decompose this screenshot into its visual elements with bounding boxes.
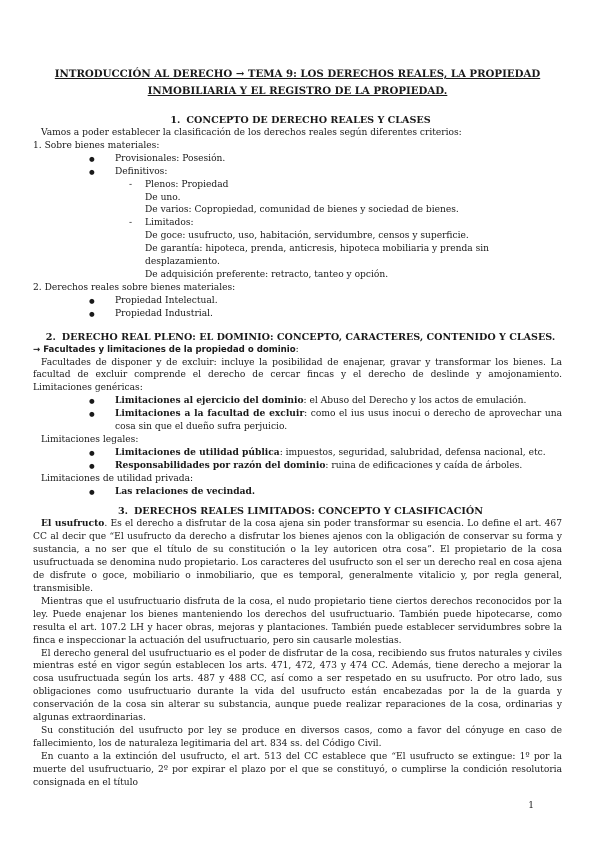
list-item: - Plenos: Propiedad <box>145 179 562 192</box>
paragraph: En cuanto a la extinción del usufructo, el art. 513 del CC establece que “El usufructo se extingue: 1º por la muerte del usufructuario, 2º por expirar el plazo por el que se constituyó, o cumplirse la condición resolutoria consignada en el título <box>33 751 562 788</box>
section-1-number: 1. <box>170 115 181 126</box>
section-3-heading <box>33 505 562 518</box>
list-item: ● Limitaciones al ejercicio del dominio: el Abuso del Derecho y los actos de emulación. <box>115 395 562 408</box>
paragraph: Limitaciones de utilidad privada: <box>41 473 194 484</box>
criterion-2-list <box>33 295 562 321</box>
page-number: 1 <box>528 801 534 811</box>
paragraph: Mientras que el usufructuario disfruta de la cosa, el nudo propietario tiene ciertos derechos reconocidos por la ley. Puede enajenar los bienes manteniendo los derechos del usufructuario. También puede hipotecarse, como resulta el art. 107.2 LH y hacer obras, mejoras y plantaciones. También puede establecer servidumbres sobre la finca e inspeccionar la actuación del usufructuario, pero sin causarle molestias. <box>33 596 562 646</box>
paragraph: El usufructo. Es el derecho a disfrutar de la cosa ajena sin poder transformar su esencia. Lo define el art. 467 CC al decir que “El usufructo da derecho a disfrutar los bienes ajenos con la obligación de conservar su forma y sustancia, a no ser que el título de su constitución o la ley autoricen otra cosa”. El propietario de la cosa usufructuada se denomina nudo propietario. Los caracteres del usufructo son el ser un derecho real en cosa ajena de disfrute o goce, mobiliario o inmobiliario, que es temporal, generalmente vitalicio y, por regla general, transmisible. <box>33 518 563 594</box>
paragraph: Facultades de disponer y de excluir: incluye la posibilidad de enajenar, gravar y transformar los bienes. La facultad de excluir comprende el derecho de cercar fincas y el derecho de deslinde y amojonamiento. Limitaciones genéricas: <box>33 357 562 394</box>
criterion-1-list <box>33 153 562 282</box>
list-item: ● Responsabilidades por razón del dominio: ruina de edificaciones y caída de árboles. <box>115 460 562 473</box>
section-2-number: 2. <box>45 331 56 343</box>
criterion-1: 1. Sobre bienes materiales: <box>33 140 160 151</box>
section-1-title: CONCEPTO DE DERECHO REALES Y CLASES <box>186 115 431 126</box>
section-2-heading <box>33 331 562 344</box>
list-item: ● Propiedad Intelectual. <box>115 295 562 308</box>
list-item: ● Provisionales: Posesión. <box>115 153 562 166</box>
section-3-title: DERECHOS REALES LIMITADOS: CONCEPTO Y CLASIFICACIÓN <box>133 506 483 518</box>
list-item: ● Las relaciones de vecindad. <box>115 486 562 499</box>
list-item: - Limitados: <box>145 217 562 230</box>
paragraph: Su constitución del usufructo por ley se produce en diversos casos, como a favor del cónyuge en caso de fallecimiento, los de naturaleza legitimaria del art. 834 ss. del Código Civil. <box>33 725 562 749</box>
section-1-heading <box>33 114 562 127</box>
list-item: ● Propiedad Industrial. <box>115 308 562 321</box>
list-item: De adquisición preferente: retracto, tanteo y opción. <box>145 269 389 280</box>
section-2-title: DERECHO REAL PLENO: EL DOMINIO: CONCEPTO, CARACTERES, CONTENIDO Y CLASES. <box>61 331 556 343</box>
list-item: ● Limitaciones a la facultad de excluir: como el ius usus inocui o derecho de aprovechar una cosa sin que el dueño sufra perjuicio. <box>115 408 562 434</box>
document-title: INTRODUCCIÓN AL DERECHO → TEMA 9: LOS DERECHOS REALES, LA PROPIEDAD INMOBILIARIA Y EL REGISTRO DE LA PROPIEDAD. <box>54 68 541 97</box>
list-item: De goce: usufructo, uso, habitación, servidumbre, censos y superficie. <box>145 231 469 242</box>
section-3-number: 3. <box>117 506 128 518</box>
criterion-2: 2. Derechos reales sobre bienes materiales: <box>33 282 236 293</box>
list-item: ● Definitivos: <box>115 166 562 179</box>
section-2-subheading: → Facultades y limitaciones de la propiedad o dominio: <box>33 344 299 355</box>
list-item: De varios: Copropiedad, comunidad de bienes y sociedad de bienes. <box>145 205 459 216</box>
list-item: ● Limitaciones de utilidad pública: impuestos, seguridad, salubridad, defensa nacional, etc. <box>115 447 562 460</box>
paragraph: El derecho general del usufructuario es el poder de disfrutar de la cosa, recibiendo sus frutos naturales y civiles mientras esté en vigor según establecen los arts. 471, 472, 473 y 474 CC. Además, tiene derecho a mejorar la cosa usufructuada según los arts. 487 y 488 CC, así como a ser respetado en su usufructo. Por otro lado, sus obligaciones como usufructuario durante la vida del usufructo están encabezadas por la de la guarda y conservación de la cosa sin alterar su substancia, aunque puede realizar reparaciones de la cosa, ordinarias y algunas extraordinarias. <box>33 648 562 724</box>
section-1-intro: Vamos a poder establecer la clasificación de los derechos reales según diferentes criterios: <box>41 128 462 138</box>
list-item: De garantía: hipoteca, prenda, anticresis, hipoteca mobiliaria y prenda sin desplazamiento. <box>145 244 490 268</box>
list-item: De uno. <box>145 192 181 203</box>
paragraph: Limitaciones legales: <box>41 434 139 445</box>
